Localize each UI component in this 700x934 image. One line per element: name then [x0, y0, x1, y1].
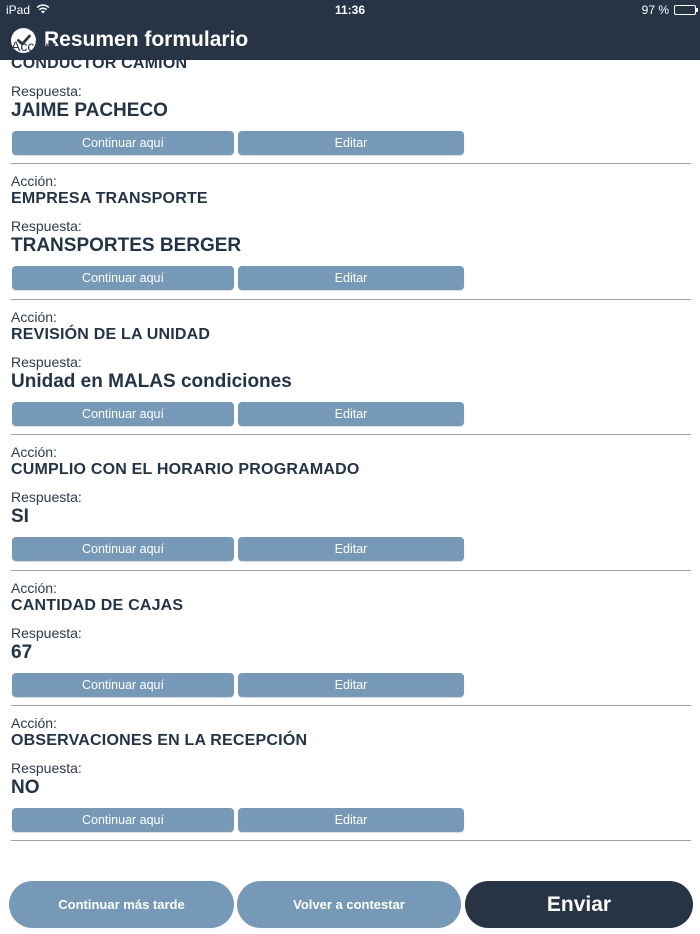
answer-label: Respuesta:: [11, 353, 82, 370]
answer-value: TRANSPORTES BERGER: [11, 235, 242, 257]
action-label: Acción:: [11, 38, 57, 54]
summary-item: [11, 435, 691, 570]
continue-here-button[interactable]: Continuar aquí: [12, 402, 234, 426]
send-button[interactable]: Enviar: [465, 881, 693, 928]
summary-item: [11, 300, 691, 435]
status-bar: [0, 0, 700, 20]
footer-actions: [0, 860, 700, 934]
action-value: CUMPLIO CON EL HORARIO PROGRAMADO: [11, 461, 360, 479]
continue-here-button[interactable]: Continuar aquí: [12, 808, 234, 832]
continue-here-button[interactable]: Continuar aquí: [12, 537, 234, 561]
action-label: Acción:: [11, 714, 57, 731]
summary-item: [11, 164, 691, 299]
summary-item: [11, 571, 691, 706]
device-name: iPad: [6, 3, 31, 17]
answer-value: NO: [11, 776, 40, 798]
answer-label: Respuesta:: [11, 83, 82, 99]
battery-percent: 97 %: [641, 3, 669, 17]
action-label: Acción:: [11, 308, 57, 325]
edit-button[interactable]: Editar: [238, 131, 464, 155]
action-label: Acción:: [11, 173, 57, 190]
edit-button[interactable]: Editar: [238, 402, 464, 426]
summary-item: [11, 706, 691, 841]
answer-label: Respuesta:: [11, 759, 82, 776]
action-value: CANTIDAD DE CAJAS: [11, 596, 184, 614]
edit-button[interactable]: Editar: [238, 537, 464, 561]
page-title: Resumen formulario: [44, 28, 249, 51]
clock: 11:36: [334, 3, 366, 17]
answer-label: Respuesta:: [11, 624, 82, 641]
edit-button[interactable]: Editar: [238, 673, 464, 697]
action-value: REVISIÓN DE LA UNIDAD: [11, 325, 211, 343]
action-label: Acción:: [11, 444, 57, 461]
action-value: EMPRESA TRANSPORTE: [11, 190, 208, 208]
battery-icon: [674, 5, 696, 15]
continue-later-button[interactable]: Continuar más tarde: [9, 881, 234, 928]
answer-label: Respuesta:: [11, 218, 82, 235]
action-value: OBSERVACIONES EN LA RECEPCIÓN: [11, 731, 308, 749]
answer-value: SI: [11, 506, 29, 528]
answer-value: 67: [11, 641, 33, 663]
continue-here-button[interactable]: Continuar aquí: [12, 673, 234, 697]
answer-again-button[interactable]: Volver a contestar: [237, 881, 461, 928]
answer-value: Unidad en MALAS condiciones: [11, 370, 292, 392]
summary-item: [11, 29, 691, 164]
continue-here-button[interactable]: Continuar aquí: [12, 131, 234, 155]
continue-here-button[interactable]: Continuar aquí: [12, 266, 234, 290]
action-label: Acción:: [11, 579, 57, 596]
edit-button[interactable]: Editar: [238, 808, 464, 832]
edit-button[interactable]: Editar: [238, 266, 464, 290]
answer-value: JAIME PACHECO: [11, 100, 168, 121]
answer-label: Respuesta:: [11, 489, 82, 506]
action-value: CONDUCTOR CAMION: [11, 55, 188, 72]
